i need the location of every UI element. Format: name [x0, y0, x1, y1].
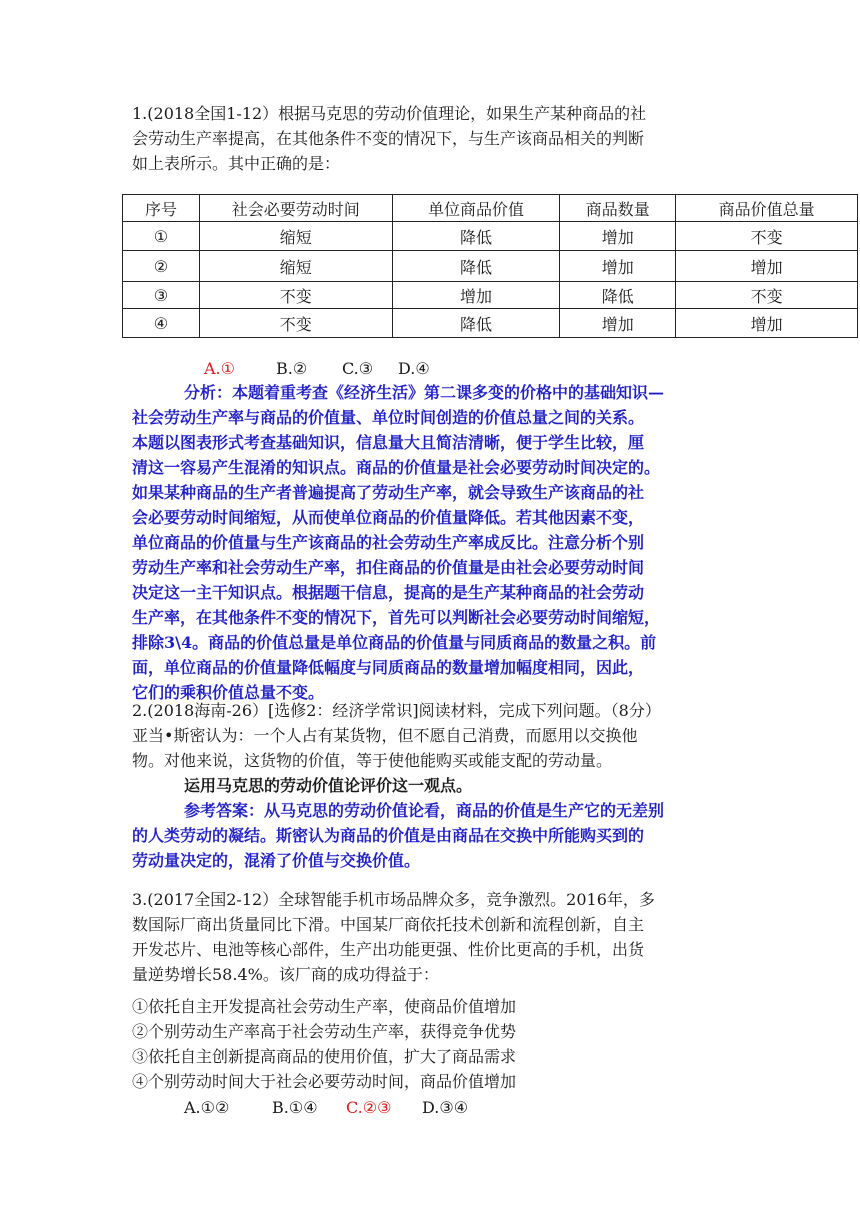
- table-cell: 降低: [392, 251, 560, 282]
- table-cell: 降低: [560, 282, 676, 309]
- table-header-row: [123, 195, 858, 222]
- table-cell: 增加: [560, 251, 676, 282]
- q1-analysis-line: 如果某种商品的生产者普遍提高了劳动生产率，就会导致生产该商品的社: [132, 483, 645, 502]
- table-cell: ①: [123, 222, 200, 251]
- q1-analysis-line: 生产率，在其他条件不变的情况下，首先可以判断社会必要劳动时间缩短，: [132, 608, 661, 627]
- table-cell: ②: [123, 251, 200, 282]
- q3-stem-line-2: 数国际厂商出货量同比下滑。中国某厂商依托技术创新和流程创新，自主: [132, 915, 645, 934]
- table-cell: 不变: [199, 282, 392, 309]
- q1-analysis-line: 清这一容易产生混淆的知识点。商品的价值量是社会必要劳动时间决定的。: [132, 458, 661, 477]
- q1-option-a-correct: A.①: [204, 359, 235, 378]
- q1-analysis-line: 分析：本题着重考查《经济生活》第二课多变的价格中的基础知识—: [184, 383, 665, 402]
- table-cell: 不变: [676, 282, 858, 309]
- table-cell: ④: [123, 309, 200, 338]
- table-cell: 不变: [199, 309, 392, 338]
- q3-item: ①依托自主开发提高社会劳动生产率，使商品价值增加: [132, 997, 517, 1016]
- table-header-cell: 序号: [123, 195, 200, 222]
- q1-analysis-line: 它们的乘积价值总量不变。: [132, 683, 325, 702]
- q3-option-b: B.①④: [272, 1098, 318, 1117]
- q1-analysis-line: 劳动生产率和社会劳动生产率，扣住商品的价值量是由社会必要劳动时间: [132, 558, 645, 577]
- q3-option-a: A.①②: [184, 1098, 230, 1117]
- table-cell: 降低: [392, 309, 560, 338]
- table-row: [123, 251, 858, 282]
- table-cell: 缩短: [199, 222, 392, 251]
- q1-analysis-line: 本题以图表形式考查基础知识，信息量大且简洁清晰，便于学生比较，厘: [132, 433, 645, 452]
- q1-analysis-line: 会必要劳动时间缩短，从而使单位商品的价值量降低。若其他因素不变，: [132, 508, 645, 527]
- table-cell: 增加: [560, 309, 676, 338]
- q3-option-d: D.③④: [422, 1098, 469, 1117]
- q1-analysis-line: 面，单位商品的价值量降低幅度与同质商品的数量增加幅度相同，因此，: [132, 658, 645, 677]
- q1-option-b: B.②: [276, 359, 308, 378]
- q2-answer-line: 参考答案：从马克思的劳动价值论看，商品的价值是生产它的无差别: [184, 801, 665, 820]
- table-row: [123, 222, 858, 251]
- q1-stem-line-2: 会劳动生产率提高，在其他条件不变的情况下，与生产该商品相关的判断: [132, 129, 645, 148]
- table-cell: 增加: [676, 251, 858, 282]
- q2-answer-line: 劳动量决定的，混淆了价值与交换价值。: [132, 851, 421, 870]
- q1-table: [122, 194, 858, 338]
- q1-stem-line-3: 如上表所示。其中正确的是：: [132, 154, 341, 173]
- q1-analysis-line: 单位商品的价值量与生产该商品的社会劳动生产率成反比。注意分析个别: [132, 533, 645, 552]
- table-cell: 缩短: [199, 251, 392, 282]
- q1-analysis-line: 决定这一主干知识点。根据题干信息，提高的是生产某种商品的社会劳动: [132, 583, 645, 602]
- q2-stem-line-2: 亚当•斯密认为：一个人占有某货物，但不愿自己消费，而愿用以交换他: [132, 726, 638, 745]
- q2-stem-line-3: 物。对他来说，这货物的价值，等于使他能购买或能支配的劳动量。: [132, 751, 613, 770]
- table-row: [123, 282, 858, 309]
- q3-stem-line-3: 开发芯片、电池等核心部件，生产出功能更强、性价比更高的手机，出货: [132, 940, 645, 959]
- q3-options: [184, 1096, 468, 1120]
- table-cell: 增加: [676, 309, 858, 338]
- q1-analysis-line: 排除3\4。商品的价值总量是单位商品的价值量与同质商品的数量之积。前: [132, 633, 657, 652]
- q3-option-c-correct: C.②③: [346, 1098, 392, 1117]
- table-header-cell: 商品数量: [560, 195, 676, 222]
- table-cell: 降低: [392, 222, 560, 251]
- q2-stem-line-1: 2.(2018海南-26）[选修2：经济学常识]阅读材料，完成下列问题。（8分）: [132, 701, 661, 720]
- q3-item: ③依托自主创新提高商品的使用价值，扩大了商品需求: [132, 1047, 517, 1066]
- q1-stem-line-1: 1.(2018全国1-12）根据马克思的劳动价值理论，如果生产某种商品的社: [132, 104, 647, 123]
- q3-stem-line-4: 量逆势增长58.4%。该厂商的成功得益于：: [132, 965, 439, 984]
- table-cell: 增加: [392, 282, 560, 309]
- table-cell: ③: [123, 282, 200, 309]
- q3-item: ②个别劳动生产率高于社会劳动生产率，获得竞争优势: [132, 1022, 517, 1041]
- q2-answer-line: 的人类劳动的凝结。斯密认为商品的价值是由商品在交换中所能购买到的: [132, 826, 645, 845]
- q3-stem-line-1: 3.(2017全国2-12）全球智能手机市场品牌众多，竞争激烈。2016年，多: [132, 890, 655, 909]
- table-cell: 增加: [560, 222, 676, 251]
- q1-option-d: D.④: [398, 359, 430, 378]
- q2-question: 运用马克思的劳动价值论评价这一观点。: [184, 776, 473, 795]
- q1-options: [204, 357, 430, 381]
- q1-analysis-line: 社会劳动生产率与商品的价值量、单位时间创造的价值总量之间的关系。: [132, 408, 645, 427]
- q1-option-c: C.③: [342, 359, 374, 378]
- table-header-cell: 单位商品价值: [392, 195, 560, 222]
- table-cell: 不变: [676, 222, 858, 251]
- q3-item: ④个别劳动时间大于社会必要劳动时间，商品价值增加: [132, 1072, 517, 1091]
- table-row: [123, 309, 858, 338]
- table-header-cell: 社会必要劳动时间: [199, 195, 392, 222]
- table-header-cell: 商品价值总量: [676, 195, 858, 222]
